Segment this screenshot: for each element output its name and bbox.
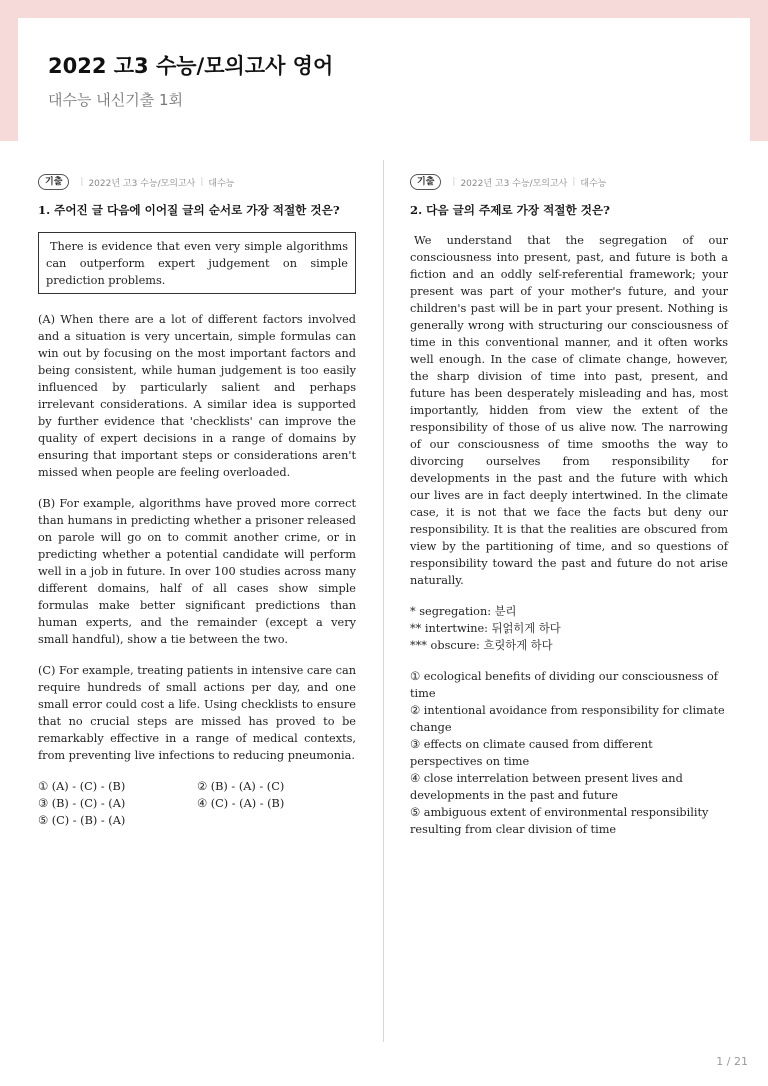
question-category: 대수능: [208, 178, 235, 189]
question-2: [410, 174, 728, 838]
question-meta: [410, 174, 728, 190]
vocabulary-note: *** obscure: 흐릿하게 하다: [410, 639, 553, 652]
answer-option[interactable]: ① ecological benefits of dividing our consciousness of time: [410, 670, 718, 700]
page-number: 1 / 21: [716, 1055, 748, 1068]
answer-choice[interactable]: ⑤ (C) - (B) - (A): [38, 814, 126, 827]
vocabulary-notes: [410, 603, 728, 654]
meta-separator: |: [452, 177, 456, 187]
question-meta: [38, 174, 356, 190]
answer-option[interactable]: ③ effects on climate caused from different perspectives on time: [410, 738, 653, 768]
answer-options: [410, 668, 728, 838]
question-1: [38, 174, 356, 829]
document-subtitle: 대수능 내신기출 1회: [48, 91, 184, 109]
question-title: 1. 주어진 글 다음에 이어질 글의 순서로 가장 적절한 것은?: [38, 203, 340, 217]
answer-choice[interactable]: ③ (B) - (C) - (A): [38, 797, 126, 810]
answer-option[interactable]: ⑤ ambiguous extent of environmental responsibility resulting from clear division of time: [410, 806, 709, 836]
exam-tag-badge: 기출: [410, 174, 441, 190]
paragraph-a: (A) When there are a lot of different factors involved and a situation is very uncertain, simple formulas can win out by focusing on the most important factors and being consistent, while human judgement is too easily influenced by particularly salient and perhaps irrelevant considerations. A similar idea is supported by further evidence that 'checklists' can improve the quality of expert decisions in a range of domains by ensuring that important steps or considerations aren't missed when people are feeling overloaded.: [38, 313, 356, 479]
paragraph-b: (B) For example, algorithms have proved more correct than humans in predicting whether a prisoner released on parole will go on to commit another crime, or in predicting whether a potential candidate will perform well in a job in future. In over 100 studies across many different domains, half of all cases show simple formulas make better significant predictions than human experts, and the remainder (except a very small handful), show a tie between the two.: [38, 497, 356, 646]
column-divider: [383, 160, 384, 1042]
question-title: 2. 다음 글의 주제로 가장 적절한 것은?: [410, 203, 610, 217]
given-sentence-box: There is evidence that even very simple algorithms can outperform expert judgement on simple prediction problems.: [38, 232, 356, 294]
reading-passage: We understand that the segregation of our consciousness into present, past, and future is both a fiction and an oddly self-referential framework; your present was part of your mother's future, and your children's past will be in part your present. Nothing is generally wrong with structuring our consciousness of time in this conventional manner, and it often works well enough. In the case of climate change, however, the sharp division of time into past, present, and future has been desperately misleading and has, most importantly, hidden from view the extent of the responsibility of those of us alive now. The narrowing of our consciousness of time smooths the way to divorcing ourselves from responsibility for developments in the past and the future with which our lives are in fact deeply intertwined. In the climate case, it is not that we face the facts but deny our responsibility. It is that the realities are obscured from view by the partitioning of time, and so questions of responsibility toward the past and future do not arise naturally.: [410, 234, 728, 587]
vocabulary-note: * segregation: 분리: [410, 605, 517, 618]
answer-choice[interactable]: ④ (C) - (A) - (B): [197, 797, 285, 810]
meta-separator: |: [80, 177, 84, 187]
question-category: 대수능: [580, 178, 607, 189]
exam-tag-badge: 기출: [38, 174, 69, 190]
question-source: 2022년 고3 수능/모의고사: [460, 178, 568, 189]
meta-separator: |: [572, 177, 576, 187]
paragraph-c: (C) For example, treating patients in intensive care can require hundreds of small actions per day, and one small error could cost a life. Using checklists to ensure that no crucial steps are missed has proved to be remarkably effective in a range of medical contexts, from preventing live infections to reducing pneumonia.: [38, 664, 356, 762]
answer-option[interactable]: ② intentional avoidance from responsibility for climate change: [410, 704, 725, 734]
vocabulary-note: ** intertwine: 뒤얽히게 하다: [410, 622, 561, 635]
meta-separator: |: [200, 177, 204, 187]
question-source: 2022년 고3 수능/모의고사: [88, 178, 196, 189]
answer-choice[interactable]: ① (A) - (C) - (B): [38, 780, 126, 793]
answer-choices: [38, 778, 356, 829]
answer-option[interactable]: ④ close interrelation between present lives and developments in the past and future: [410, 772, 683, 802]
document-title: 2022 고3 수능/모의고사 영어: [48, 54, 334, 78]
answer-choice[interactable]: ② (B) - (A) - (C): [197, 780, 285, 793]
